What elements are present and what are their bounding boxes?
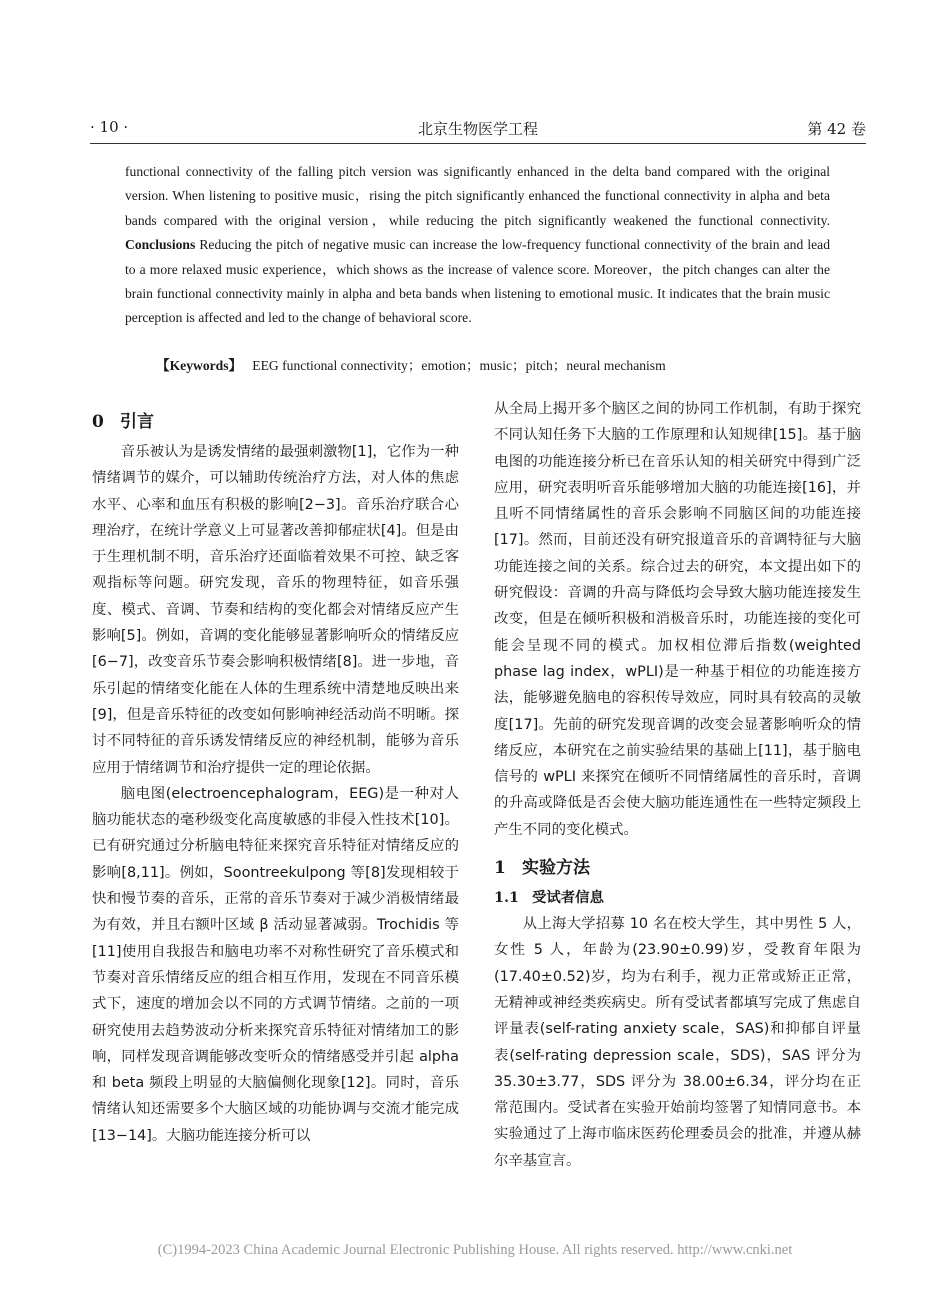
left-column (92, 409, 459, 1149)
section-0-heading (92, 409, 459, 435)
running-header (90, 118, 866, 140)
subsection-1-1-number: 1.1 (494, 889, 520, 907)
journal-title: 北京生物医学工程 (417, 120, 538, 138)
volume-label: 第 42 卷 (807, 120, 866, 138)
abstract-paragraph (125, 160, 830, 331)
conclusions-label: Conclusions (125, 237, 196, 253)
copyright-footer: (C)1994-2023 China Academic Journal Electronic Publishing House. All rights reserved. http://www.cnki.net (157, 1242, 793, 1258)
keywords-label: 【Keywords】 (156, 358, 243, 373)
header-rule (90, 143, 866, 144)
page-number: · 10 · (90, 118, 129, 136)
intro-paragraph-2-continued: 从全局上揭开多个脑区之间的协同工作机制，有助于探究不同认知任务下大脑的工作原理和认知规律[15]。基于脑电图的功能连接分析已在音乐认知的相关研究中得到广泛应用，研究表明听音乐能够增加大脑的功能连接[16]，并且听不同情绪属性的音乐会影响不同脑区间的功能连接[17]。然而，目前还没有研究报道音乐的音调特征与大脑功能连接之间的关系。综合过去的研究，本文提出如下的研究假设：音调的升高与降低均会导致大脑功能连接发生改变，但是在倾听积极和消极音乐时，功能连接的变化可能会呈现不同的模式。加权相位滞后指数(weighted phase lag index，wPLI)是一种基于相位的功能连接方法，能够避免脑电的容积传导效应，同时具有较高的灵敏度[17]。先前的研究发现音调的改变会显著影响听众的情绪反应，本研究在之前实验结果的基础上[11]，基于脑电信号的 wPLI 来探究在倾听不同情绪属性的音乐时，音调的升高或降低是否会使大脑功能连通性在一些特定频段上产生不同的变化模式。 (494, 401, 861, 838)
subjects-paragraph: 从上海大学招募 10 名在校大学生，其中男性 5 人，女性 5 人，年龄为(23.90±0.99)岁，受教育年限为(17.40±0.52)岁，均为右利手，视力正常或矫正正常，无精神或神经类疾病史。所有受试者都填写完成了焦虑自评量表(self-rating anxiety scale，SAS)和抑郁自评量表(self-rating depression scale，SDS)，SAS 评分为 35.30±3.77，SDS 评分为 38.00±6.34，评分均在正常范围内。受试者在实验开始前均签署了知情同意书。本实验通过了上海市临床医药伦理委员会的批准，并遵从赫尔辛基宣言。 (494, 916, 861, 1169)
section-0-title: 引言 (120, 412, 154, 432)
section-0-number: 0 (92, 412, 104, 432)
intro-paragraph-2: 脑电图(electroencephalogram，EEG)是一种对人脑功能状态的毫秒级变化高度敏感的非侵入性技术[10]。已有研究通过分析脑电特征来探究音乐特征对情绪反应的影响[8,11]。例如，Soontreekulpong 等[8]发现相较于快和慢节奏的音乐，正常的音乐节奏对于减少消极情绪最为有效，并且右额叶区域 β 活动显著减弱。Trochidis 等[11]使用自我报告和脑电功率不对称性研究了音乐模式和节奏对音乐情绪反应的组合相互作用，发现在不同音乐模式下，速度的增加会以不同的方式调节情绪。之前的一项研究使用去趋势波动分析来探究音乐特征对情绪加工的影响，同样发现音调能够改变听众的情绪感受并引起 alpha 和 beta 频段上明显的大脑偏侧化现象[12]。同时，音乐情绪认知还需要多个大脑区域的功能协调与交流才能完成[13−14]。大脑功能连接分析可以 (92, 785, 459, 1144)
subsection-1-1-heading (494, 885, 861, 911)
right-column (494, 396, 861, 1174)
abstract-continuation (125, 160, 830, 331)
keywords-line (156, 354, 856, 374)
abstract-conclusions-text: Reducing the pitch of negative music can increase the low-frequency functional connectivity of the brain and lead to a more relaxed music experience，which shows as the increase of valence score. Moreover，the pitch changes can alter the brain functional connectivity mainly in alpha and beta bands when listening to emotional music. It indicates that the brain music perception is affected and led to the change of behavioral score. (125, 237, 830, 326)
section-1-number: 1 (494, 858, 506, 879)
keywords-text: EEG functional connectivity；emotion；music；pitch；neural mechanism (252, 358, 666, 373)
intro-paragraph-1: 音乐被认为是诱发情绪的最强刺激物[1]，它作为一种情绪调节的媒介，可以辅助传统治疗方法，对人体的焦虑水平、心率和血压有积极的影响[2−3]。音乐治疗联合心理治疗，在统计学意义上可显著改善抑郁症状[4]。但是由于生理机制不明，音乐治疗还面临着效果不可控、缺乏客观指标等问题。研究发现，音乐的物理特征，如音乐强度、模式、音调、节奏和结构的变化都会对情绪反应产生影响[5]。例如，音调的变化能够显著影响听众的情绪反应[6−7]，改变音乐节奏会影响积极情绪[8]。进一步地，音乐引起的情绪变化能在人体的生理系统中清楚地反映出来[9]，但是音乐特征的改变如何影响神经活动尚不明晰。探讨不同特征的音乐诱发情绪反应的神经机制，能够为音乐应用于情绪调节和治疗提供一定的理论依据。 (92, 444, 459, 776)
abstract-results-text: functional connectivity of the falling pitch version was significantly enhanced in the delta band compared with the original version. When listening to positive music，rising the pitch significantly enhanced the functional connectivity in alpha and beta bands compared with the original version，while reducing the pitch significantly weakened the functional connectivity. (125, 164, 830, 228)
subsection-1-1-title: 受试者信息 (532, 890, 604, 907)
section-1-title: 实验方法 (522, 858, 590, 879)
section-1-heading (494, 855, 861, 881)
